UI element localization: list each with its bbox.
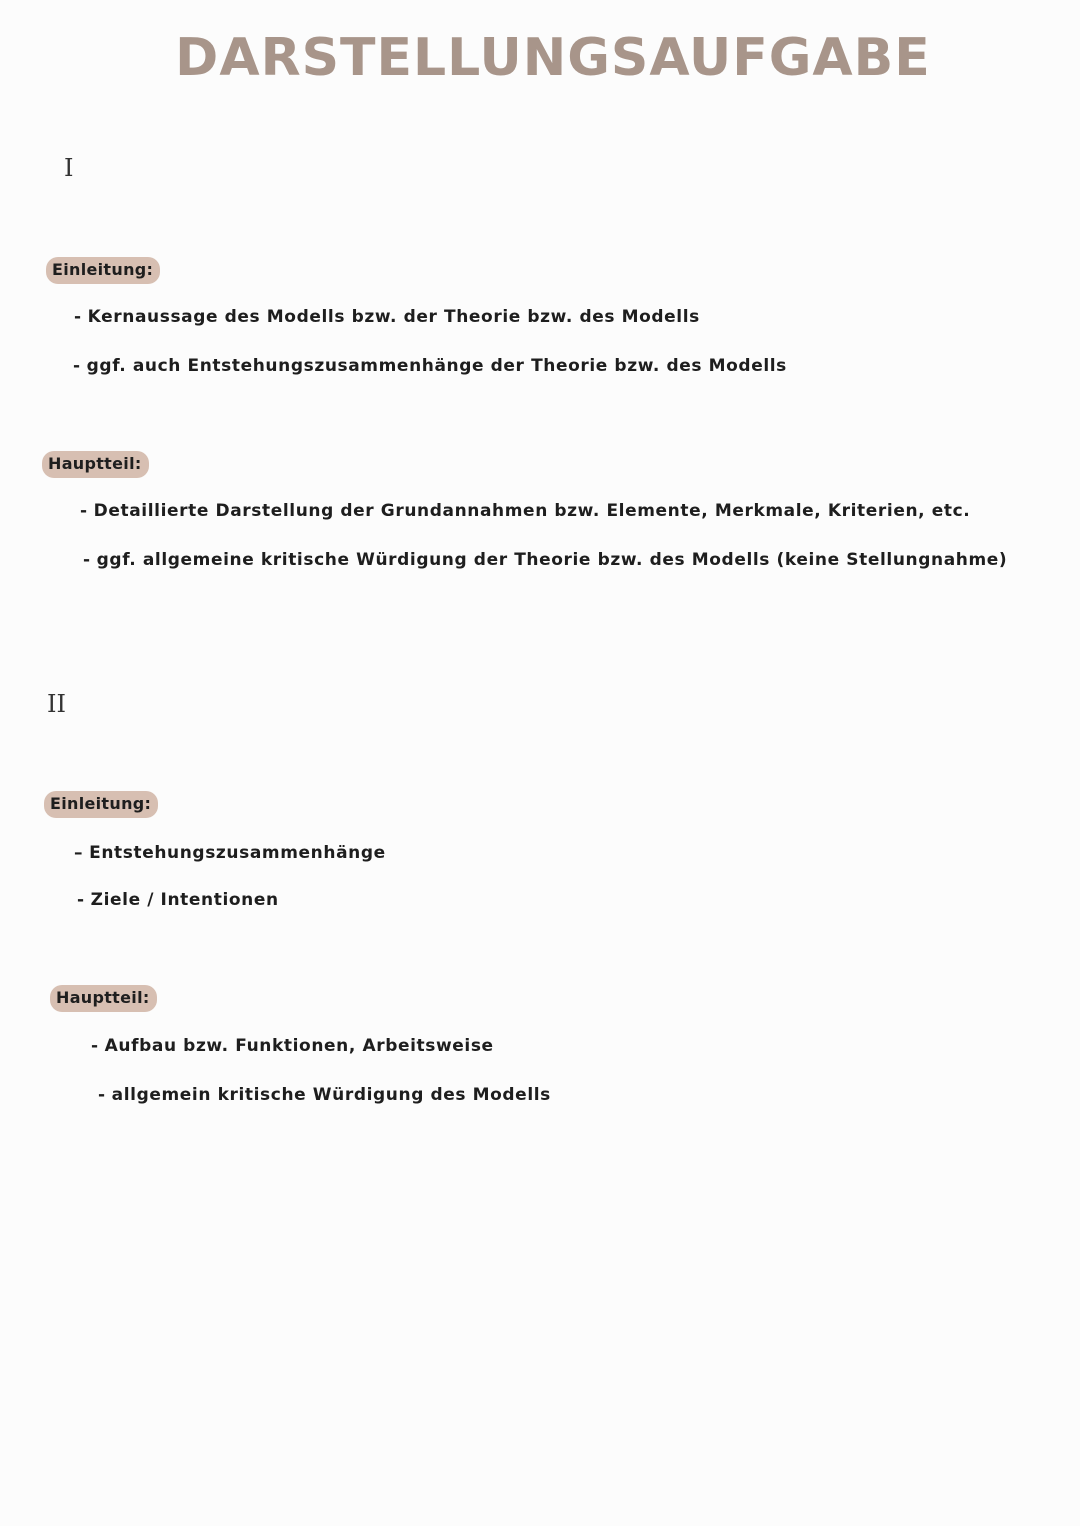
list-item — [77, 889, 279, 911]
bullet-dash: - — [74, 307, 82, 327]
bullet-dash: - — [77, 890, 85, 910]
section-numeral-1: I — [64, 154, 74, 182]
list-item — [74, 842, 386, 864]
list-item — [80, 500, 970, 522]
section-numeral-2: II — [47, 690, 66, 718]
list-item — [73, 355, 787, 377]
section-1-intro-heading: Einleitung: — [46, 257, 160, 284]
list-item-text: allgemein kritische Würdigung des Modells — [111, 1085, 551, 1105]
bullet-dash: - — [91, 1036, 99, 1056]
bullet-dash: - — [73, 356, 81, 376]
section-2-main-heading: Hauptteil: — [50, 985, 157, 1012]
bullet-dash: – — [74, 843, 84, 863]
list-item-text: Detaillierte Darstellung der Grundannahmen bzw. Elemente, Merkmale, Kriterien, etc. — [93, 501, 971, 521]
list-item-text: ggf. allgemeine kritische Würdigung der Theorie bzw. des Modells (keine Stellungnahme) — [96, 550, 1008, 570]
section-1-main-heading: Hauptteil: — [42, 451, 149, 478]
list-item — [98, 1084, 551, 1106]
list-item-text: Entstehungszusammenhänge — [89, 843, 386, 863]
list-item-text: ggf. auch Entstehungszusammenhänge der Theorie bzw. des Modells — [86, 356, 787, 376]
list-item-text: Ziele / Intentionen — [90, 890, 279, 910]
bullet-dash: - — [80, 501, 88, 521]
list-item-text: Aufbau bzw. Funktionen, Arbeitsweise — [104, 1036, 494, 1056]
bullet-dash: - — [98, 1085, 106, 1105]
list-item — [83, 549, 1007, 571]
list-item — [74, 306, 700, 328]
list-item — [91, 1035, 494, 1057]
section-2-intro-heading: Einleitung: — [44, 791, 158, 818]
bullet-dash: - — [83, 550, 91, 570]
list-item-text: Kernaussage des Modells bzw. der Theorie bzw. des Modells — [87, 307, 700, 327]
page-title: DARSTELLUNGSAUFGABE — [175, 28, 931, 88]
